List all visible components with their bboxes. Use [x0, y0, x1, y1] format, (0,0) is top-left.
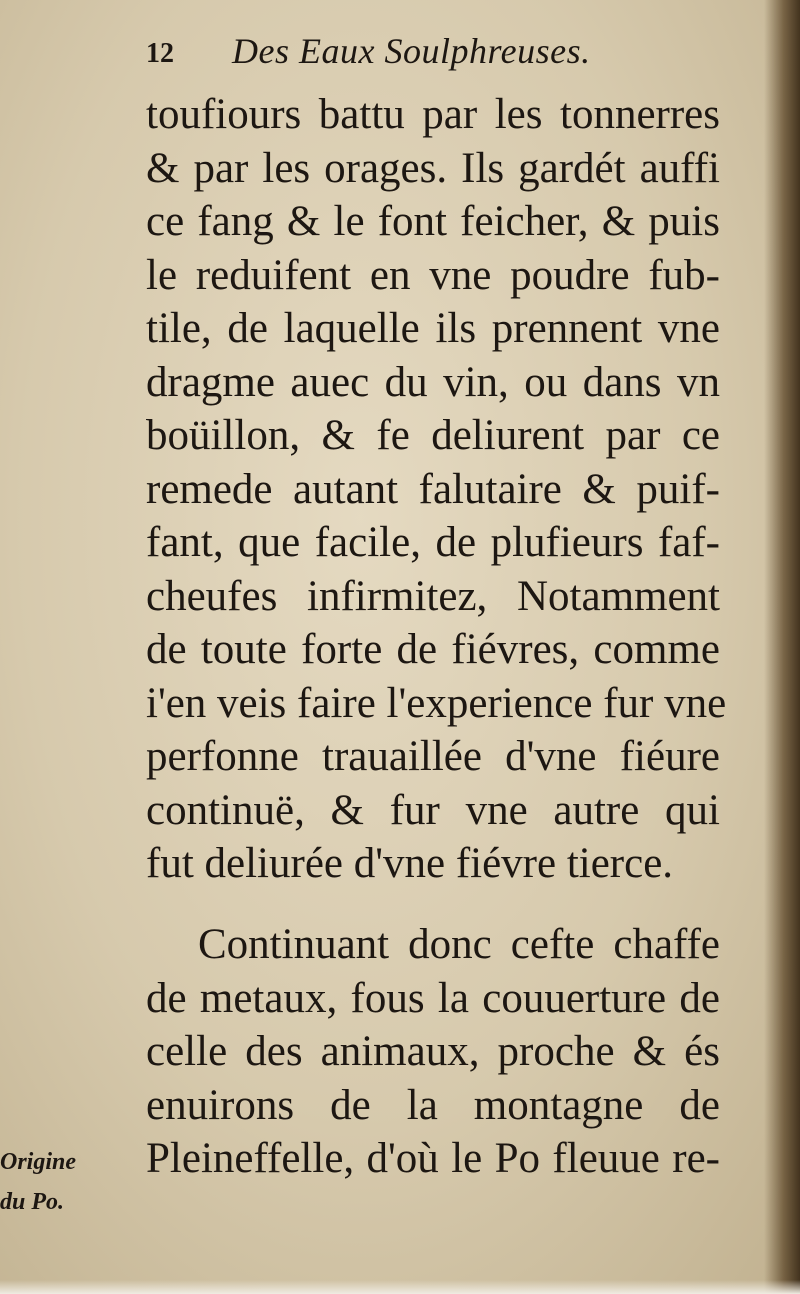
- page-header: [146, 30, 716, 78]
- text-line: de toute forte de fiévres, comme: [146, 626, 720, 673]
- text-line: cheufes infirmitez, Notamment: [146, 572, 720, 620]
- text-line: enuirons de la montagne de: [146, 1081, 720, 1129]
- paragraph-2: [146, 918, 720, 1186]
- text-line: remede autant falutaire & puif-: [146, 465, 720, 513]
- text-line: de metaux, fous la couuerture de: [146, 974, 720, 1022]
- text-line: celle des animaux, proche & és: [146, 1028, 720, 1075]
- text-line: Continuant donc cefte chaffe: [198, 921, 720, 968]
- page-gutter-shadow: [764, 0, 800, 1294]
- text-line: perfonne trauaillée d'vne fiéure: [146, 733, 720, 780]
- text-line: fant, que facile, de plufieurs faf-: [146, 519, 720, 566]
- page-bottom-edge: [0, 1280, 800, 1294]
- text-line: tile, de laquelle ils prennent vne: [146, 305, 720, 352]
- text-line: continuë, & fur vne autre qui: [146, 786, 720, 834]
- text-line: dragme auec du vin, ou dans vn: [146, 358, 720, 406]
- margin-note-line: du Po.: [0, 1189, 65, 1215]
- text-line: fut deliurée d'vne fiévre tierce.: [146, 840, 674, 887]
- margin-note-line: Origine: [0, 1149, 77, 1175]
- text-line: toufiours battu par les tonnerres: [146, 91, 720, 138]
- text-line: boüillon, & fe deliurent par ce: [146, 412, 720, 459]
- text-line: & par les orages. Ils gardét auffi: [146, 144, 720, 192]
- text-line: Pleineffelle, d'où le Po fleuue re-: [146, 1135, 720, 1182]
- page-number: 12: [146, 38, 174, 69]
- margin-note: [0, 1142, 120, 1222]
- text-line: i'en veis faire l'experience fur vne: [146, 679, 727, 727]
- running-title: Des Eaux Soulphreuses.: [232, 31, 591, 71]
- text-line: ce fang & le font feicher, & puis: [146, 198, 720, 245]
- text-line: le reduifent en vne poudre fub-: [146, 251, 720, 299]
- paragraph-1: [146, 88, 727, 891]
